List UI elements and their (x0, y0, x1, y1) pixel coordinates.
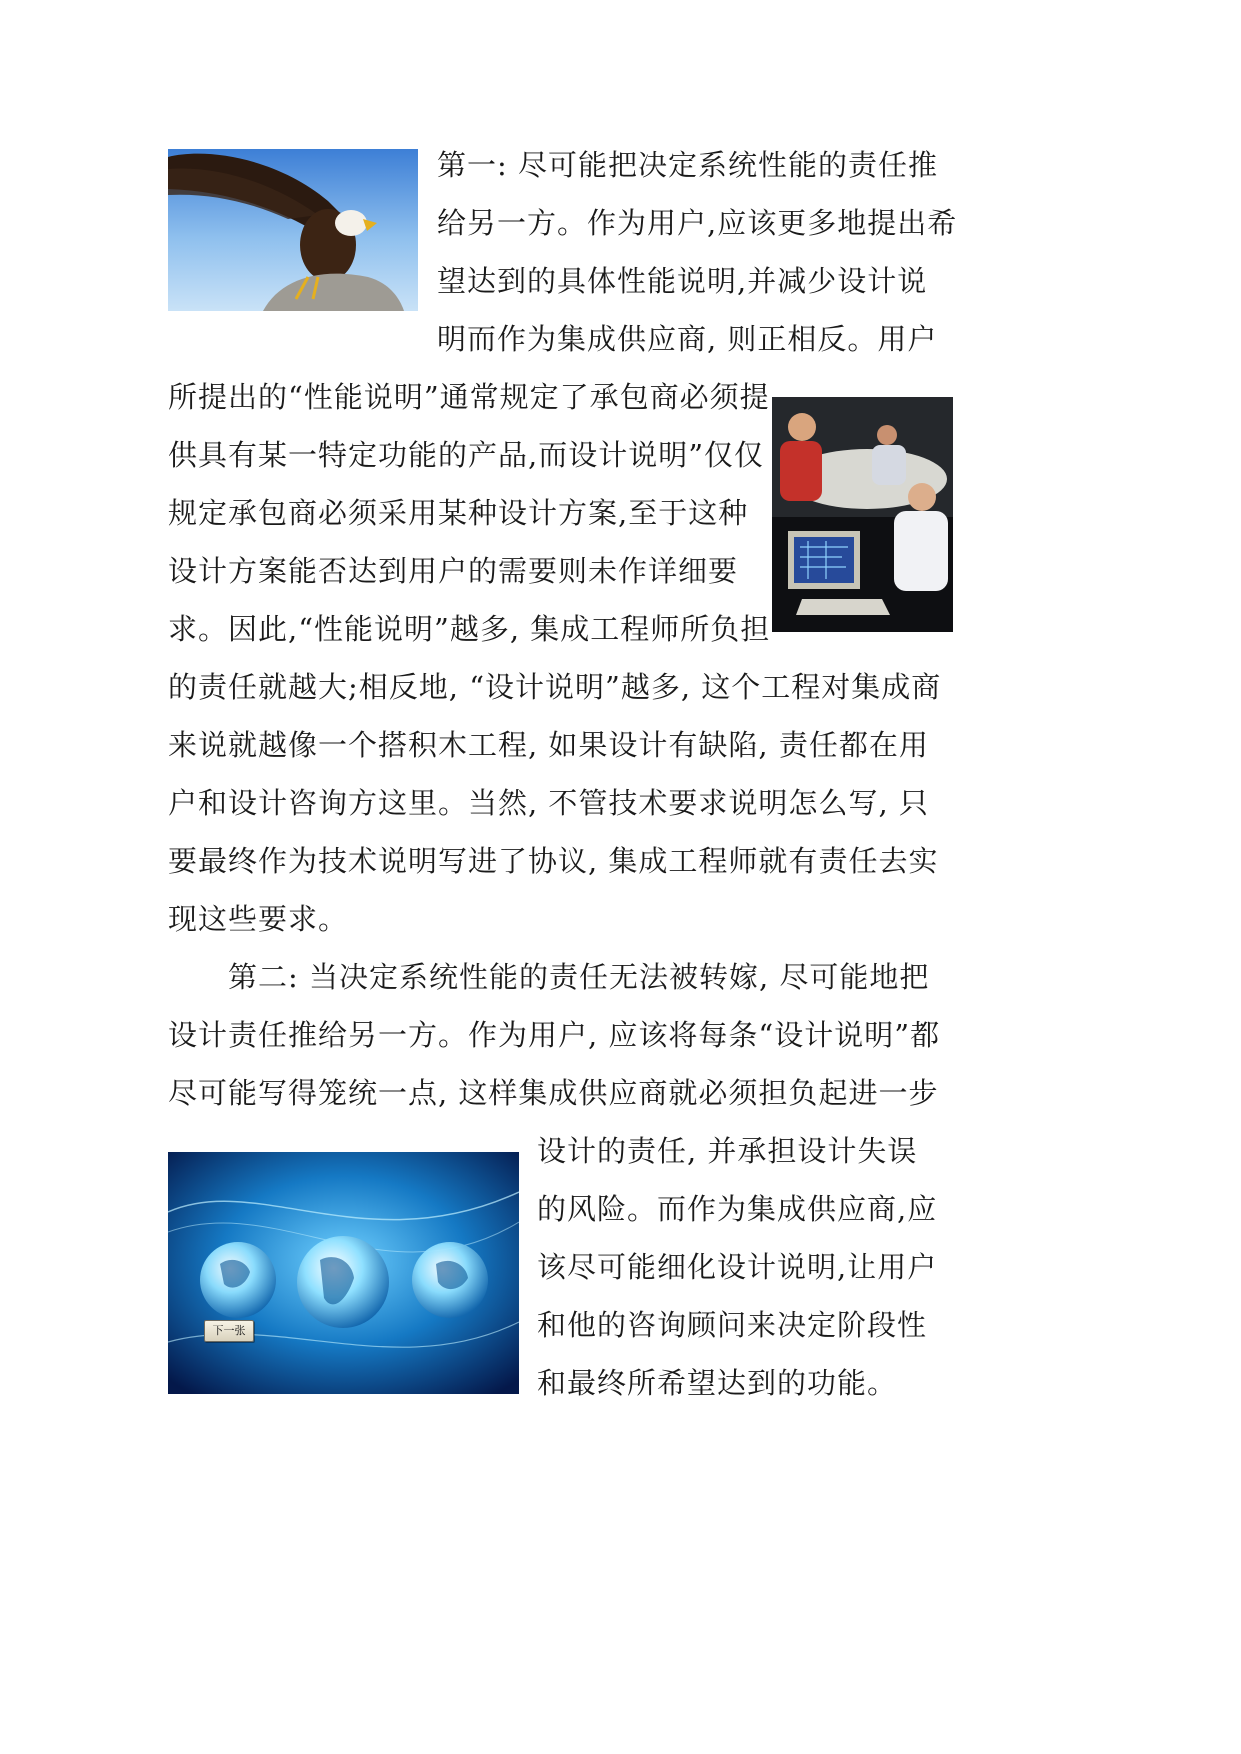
paragraph-1-line: 设计方案能否达到用户的需要则未作详细要 (168, 554, 739, 588)
eagle-illustration (168, 149, 418, 311)
paragraph-1-line: 户和设计咨询方这里。当然, 不管技术要求说明怎么写, 只 (168, 786, 929, 820)
eagle-image (168, 149, 418, 311)
paragraph-1-line: 第一: 尽可能把决定系统性能的责任推 (437, 148, 938, 182)
paragraph-1-line: 望达到的具体性能说明,并减少设计说 (437, 264, 928, 298)
paragraph-1-line: 来说就越像一个搭积木工程, 如果设计有缺陷, 责任都在用 (168, 728, 929, 762)
paragraph-2-line: 和他的咨询顾问来决定阶段性 (537, 1308, 928, 1342)
paragraph-2-line: 和最终所希望达到的功能。 (537, 1366, 898, 1400)
paragraph-2-line: 第二: 当决定系统性能的责任无法被转嫁, 尽可能地把 (228, 960, 930, 994)
paragraph-2-line: 设计的责任, 并承担设计失误 (537, 1134, 918, 1168)
engineers-illustration (772, 397, 953, 632)
paragraph-1-line: 的责任就越大;相反地, “设计说明”越多, 这个工程对集成商 (168, 670, 942, 704)
paragraph-2-line: 该尽可能细化设计说明,让用户 (537, 1250, 938, 1284)
paragraph-1-line: 要最终作为技术说明写进了协议, 集成工程师就有责任去实 (168, 844, 939, 878)
paragraph-2-line: 设计责任推给另一方。作为用户, 应该将每条“设计说明”都 (168, 1018, 941, 1052)
paragraph-2-line: 的风险。而作为集成供应商,应 (537, 1192, 938, 1226)
paragraph-1-line: 所提出的“性能说明”通常规定了承包商必须提 (168, 380, 770, 414)
paragraph-1-line: 供具有某一特定功能的产品,而设计说明”仅仅 (168, 438, 765, 472)
paragraph-1-line: 给另一方。作为用户,应该更多地提出希 (437, 206, 958, 240)
engineers-image (772, 397, 953, 632)
paragraph-1-line: 规定承包商必须采用某种设计方案,至于这种 (168, 496, 749, 530)
paragraph-1-line: 现这些要求。 (168, 902, 349, 936)
next-slide-button[interactable]: 下一张 (204, 1320, 254, 1342)
paragraph-1-line: 求。因此,“性能说明”越多, 集成工程师所负担 (168, 612, 771, 646)
globes-image (168, 1152, 519, 1394)
paragraph-1-line: 明而作为集成供应商, 则正相反。用户 (437, 322, 938, 356)
paragraph-2-line: 尽可能写得笼统一点, 这样集成供应商就必须担负起进一步 (168, 1076, 939, 1110)
globes-illustration (168, 1152, 519, 1394)
